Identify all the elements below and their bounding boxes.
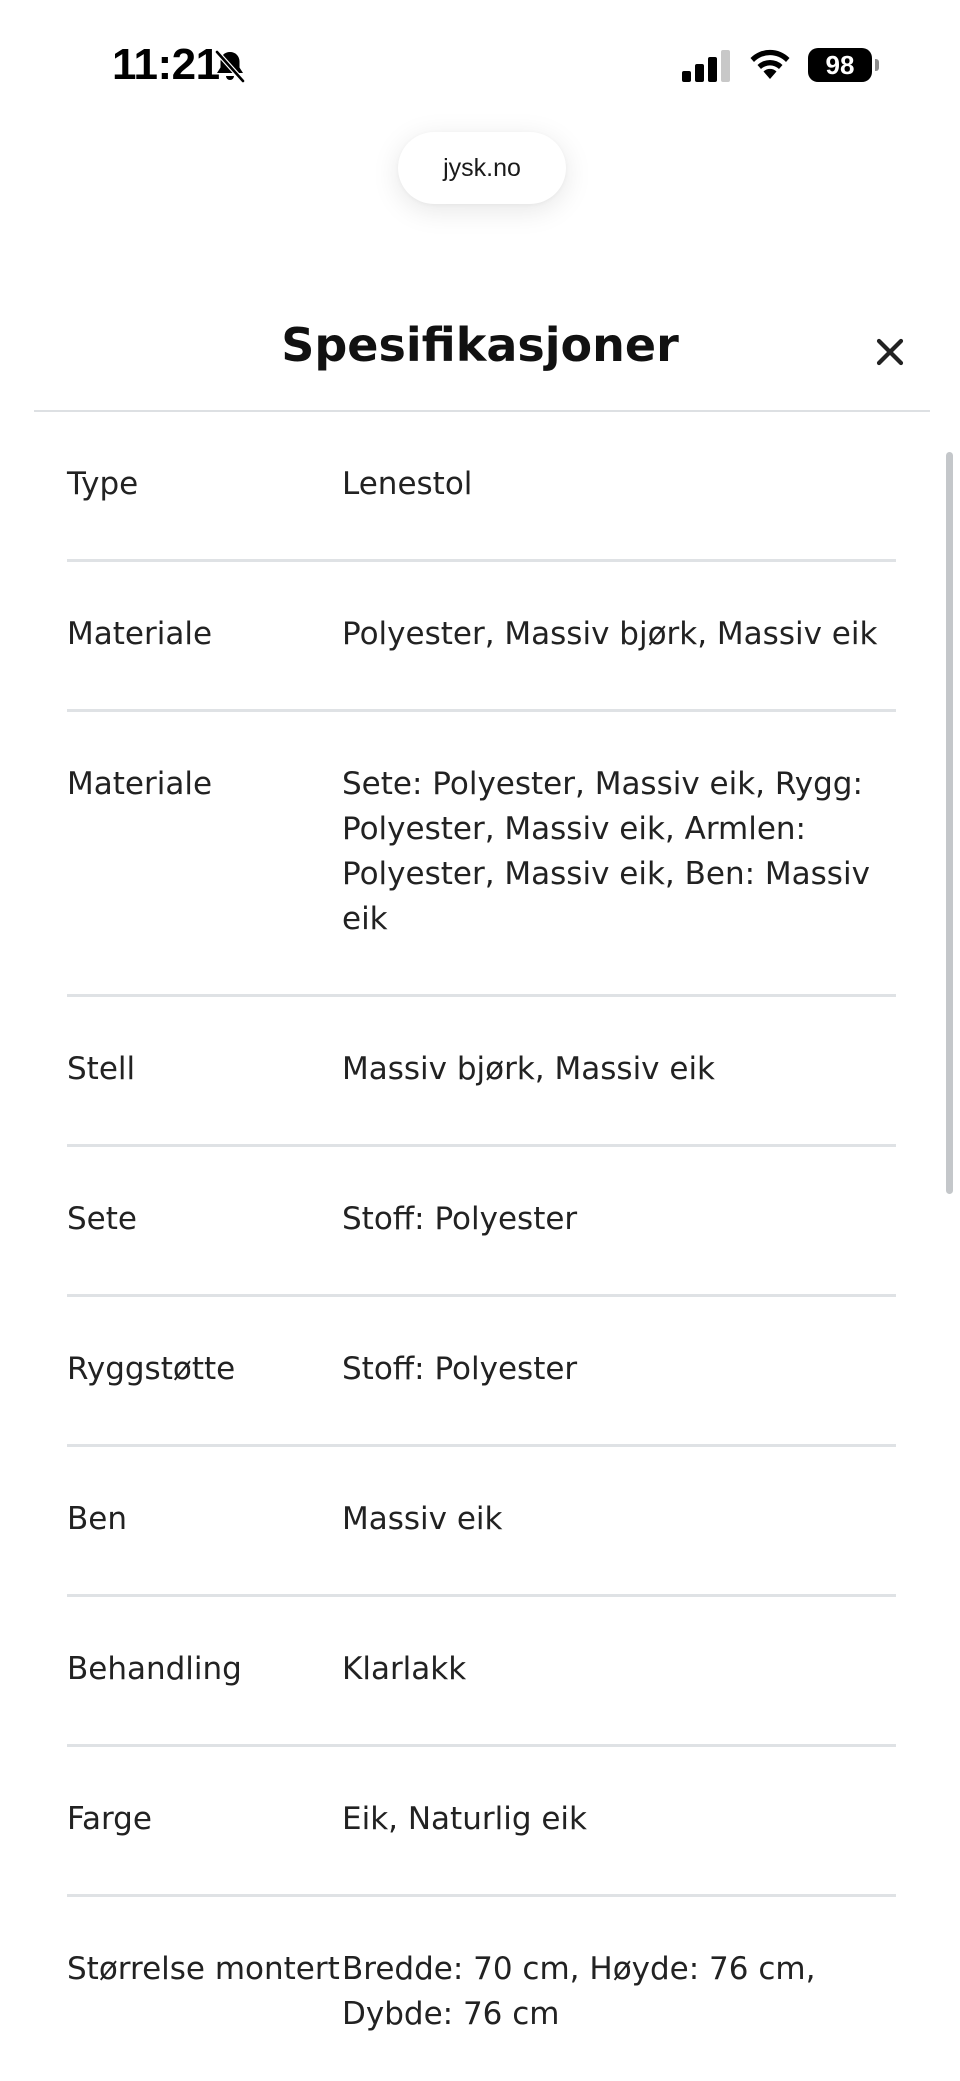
spec-row-seat (67, 1147, 896, 1297)
spec-row-color (67, 1747, 896, 1897)
sheet-title: Spesifikasjoner (281, 318, 679, 372)
spec-row-type (67, 412, 896, 562)
spec-row-material (67, 562, 896, 712)
spec-value: Klarlakk (342, 1651, 467, 1687)
spec-value: Stoff: Polyester (342, 1351, 578, 1387)
spec-value: Lenestol (342, 466, 473, 502)
spec-label: Ryggstøtte (67, 1351, 236, 1387)
spec-label: Materiale (67, 616, 213, 652)
spec-label: Type (67, 466, 139, 502)
close-icon[interactable] (868, 330, 912, 374)
cellular-signal-icon (682, 50, 732, 82)
battery-tip (875, 59, 879, 71)
spec-value: Bredde: 70 cm, Høyde: 76 cm, Dybde: 76 cm (342, 1951, 816, 2032)
battery-level: 98 (808, 48, 872, 82)
spec-row-frame (67, 997, 896, 1147)
spec-value: Polyester, Massiv bjørk, Massiv eik (342, 616, 878, 652)
spec-label: Behandling (67, 1651, 242, 1687)
spec-row-treatment (67, 1597, 896, 1747)
spec-label: Størrelse montert (67, 1951, 340, 1987)
spec-row-assembled-size (67, 1897, 896, 2081)
spec-label: Stell (67, 1051, 136, 1087)
spec-row-backrest (67, 1297, 896, 1447)
spec-label: Sete (67, 1201, 137, 1237)
url-bar[interactable]: jysk.no (398, 132, 566, 204)
spec-list (67, 412, 896, 2081)
spec-label: Materiale (67, 766, 213, 802)
wifi-icon (746, 46, 794, 82)
spec-label: Ben (67, 1501, 127, 1537)
scrollbar[interactable] (946, 452, 953, 1194)
spec-row-legs (67, 1447, 896, 1597)
spec-value: Stoff: Polyester (342, 1201, 578, 1237)
status-time: 11:21 (112, 40, 220, 89)
spec-value: Eik, Naturlig eik (342, 1801, 587, 1837)
bell-slash-icon (212, 48, 248, 84)
spec-value: Massiv bjørk, Massiv eik (342, 1051, 716, 1087)
spec-value: Massiv eik (342, 1501, 503, 1537)
spec-row-material-detail (67, 712, 896, 997)
status-bar (0, 0, 960, 120)
battery-icon (808, 48, 878, 82)
spec-value: Sete: Polyester, Massiv eik, Rygg: Polyester, Massiv eik, Armlen: Polyester, Massiv eik, Ben: Massiv eik (342, 766, 870, 937)
spec-label: Farge (67, 1801, 152, 1837)
